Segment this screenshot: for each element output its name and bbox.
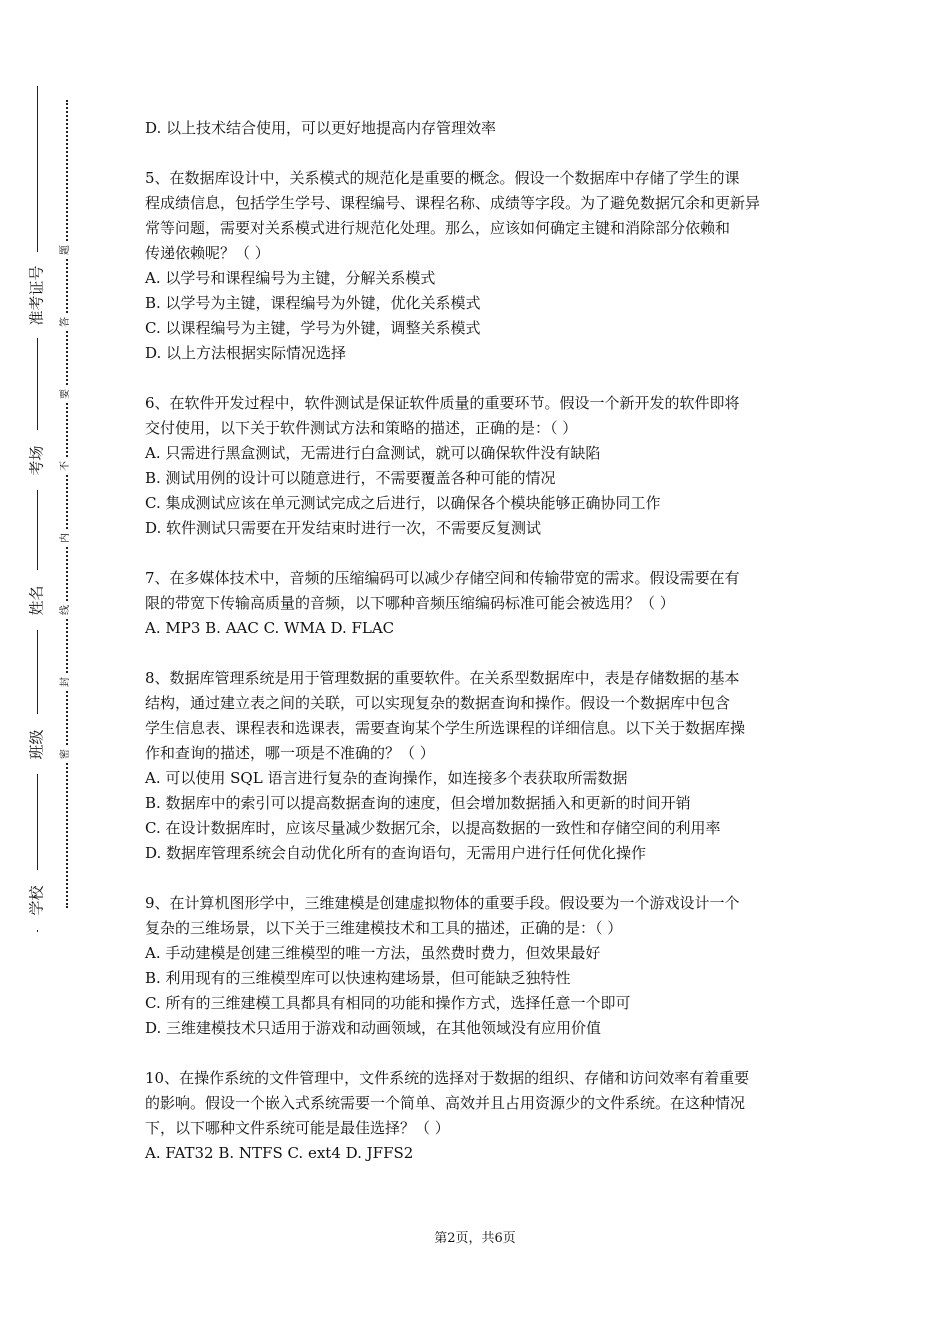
- option-d: D. 软件测试只需要在开发结束时进行一次，不需要反复测试: [145, 519, 542, 537]
- name-label: 姓名: [24, 570, 50, 630]
- binding-margin: [0, 0, 100, 1344]
- question-stem-line: 程成绩信息，包括学生学号、课程编号、课程名称、成绩等字段。为了避免数据冗余和更新异: [145, 194, 761, 212]
- option-c: C. 在设计数据库时，应该尽量减少数据冗余，以提高数据的一致性和存储空间的利用率: [145, 819, 721, 837]
- question-stem-line: 作和查询的描述，哪一项是不准确的？（ ）: [145, 744, 435, 762]
- question-stem-line: 10、在操作系统的文件管理中，文件系统的选择对于数据的组织、存储和访问效率有着重要: [145, 1069, 750, 1087]
- q4-option-d: D. 以上技术结合使用，可以更好地提高内存管理效率: [145, 119, 497, 137]
- question-stem-line: 9、在计算机图形学中，三维建模是创建虚拟物体的重要手段。假设要为一个游戏设计一个: [145, 894, 740, 912]
- option-d: D. 以上方法根据实际情况选择: [145, 344, 347, 362]
- option-b: B. 以学号为主键，课程编号为外键，优化关系模式: [145, 294, 481, 312]
- option-a: A. 只需进行黑盒测试，无需进行白盒测试，就可以确保软件没有缺陷: [145, 444, 601, 462]
- option-a: A. 手动建模是创建三维模型的唯一方法，虽然费时费力，但效果最好: [145, 944, 601, 962]
- question-stem-line: 复杂的三维场景，以下关于三维建模技术和工具的描述，正确的是：（ ）: [145, 919, 623, 937]
- seal-char: 密: [58, 745, 74, 763]
- seal-char: 封: [58, 673, 74, 691]
- question-stem-line: 学生信息表、课程表和选课表，需要查询某个学生所选课程的详细信息。以下关于数据库操: [145, 719, 746, 737]
- question-stem-line: 传递依赖呢？（ ）: [145, 244, 270, 262]
- page-number-footer: 第2页，共6页: [434, 1231, 516, 1246]
- question-stem-line: 6、在软件开发过程中，软件测试是保证软件质量的重要环节。假设一个新开发的软件即将: [145, 394, 740, 412]
- seal-char: 线: [58, 601, 74, 619]
- question-stem-line: 的影响。假设一个嵌入式系统需要一个简单、高效并且占用资源少的文件系统。在这种情况: [145, 1094, 746, 1112]
- seal-char: 题: [58, 241, 74, 259]
- option-b: B. 数据库中的索引可以提高数据查询的速度，但会增加数据插入和更新的时间开销: [145, 794, 691, 812]
- class-label: 班级: [24, 714, 50, 774]
- option-b: B. 测试用例的设计可以随意进行，不需要覆盖各种可能的情况: [145, 469, 556, 487]
- exam-room-label: 考场: [24, 430, 50, 490]
- question-9: [145, 891, 813, 1041]
- question-stem-line: 限的带宽下传输高质量的音频，以下哪种音频压缩编码标准可能会被选用？（ ）: [145, 594, 675, 612]
- option-c: C. 以课程编号为主键，学号为外键，调整关系模式: [145, 319, 481, 337]
- binding-solid-line: [37, 86, 38, 932]
- question-5: [145, 166, 813, 366]
- school-label: 学校: [24, 870, 50, 930]
- question-stem-line: 结构，通过建立表之间的关联，可以实现复杂的数据查询和操作。假设一个数据库中包含: [145, 694, 731, 712]
- question-stem-line: 8、数据库管理系统是用于管理数据的重要软件。在关系型数据库中，表是存储数据的基本: [145, 669, 740, 687]
- question-8: [145, 666, 813, 866]
- question-stem-line: 5、在数据库设计中，关系模式的规范化是重要的概念。假设一个数据库中存储了学生的课: [145, 169, 740, 187]
- seal-char: 不: [58, 457, 74, 475]
- option-c: C. 集成测试应该在单元测试完成之后进行，以确保各个模块能够正确协同工作: [145, 494, 661, 512]
- question-content: [145, 116, 813, 1166]
- options-line: A. MP3 B. AAC C. WMA D. FLAC: [145, 619, 395, 637]
- question-10: [145, 1066, 813, 1166]
- option-d: D. 数据库管理系统会自动优化所有的查询语句，无需用户进行任何优化操作: [145, 844, 647, 862]
- option-a: A. 以学号和课程编号为主键，分解关系模式: [145, 269, 436, 287]
- seal-char: 内: [58, 529, 74, 547]
- option-b: B. 利用现有的三维模型库可以快速构建场景，但可能缺乏独特性: [145, 969, 571, 987]
- option-c: C. 所有的三维建模工具都具有相同的功能和操作方式，选择任意一个即可: [145, 994, 631, 1012]
- option-a: A. 可以使用 SQL 语言进行复杂的查询操作，如连接多个表获取所需数据: [145, 769, 628, 787]
- question-stem-line: 交付使用，以下关于软件测试方法和策略的描述，正确的是：（ ）: [145, 419, 578, 437]
- question-6: [145, 391, 813, 541]
- question-7: [145, 566, 813, 641]
- seal-char: 要: [58, 385, 74, 403]
- question-stem-line: 下，以下哪种文件系统可能是最佳选择？（ ）: [145, 1119, 450, 1137]
- option-d: D. 三维建模技术只适用于游戏和动画领域，在其他领域没有应用价值: [145, 1019, 602, 1037]
- options-line: A. FAT32 B. NTFS C. ext4 D. JFFS2: [145, 1144, 414, 1162]
- seal-char: 答: [58, 313, 74, 331]
- question-stem-line: 常等问题，需要对关系模式进行规范化处理。那么，应该如何确定主键和消除部分依赖和: [145, 219, 731, 237]
- question-stem-line: 7、在多媒体技术中，音频的压缩编码可以减少存储空间和传输带宽的需求。假设需要在有: [145, 569, 740, 587]
- binding-dotted-line: [66, 100, 68, 908]
- exam-id-label: 准考证号: [24, 252, 50, 338]
